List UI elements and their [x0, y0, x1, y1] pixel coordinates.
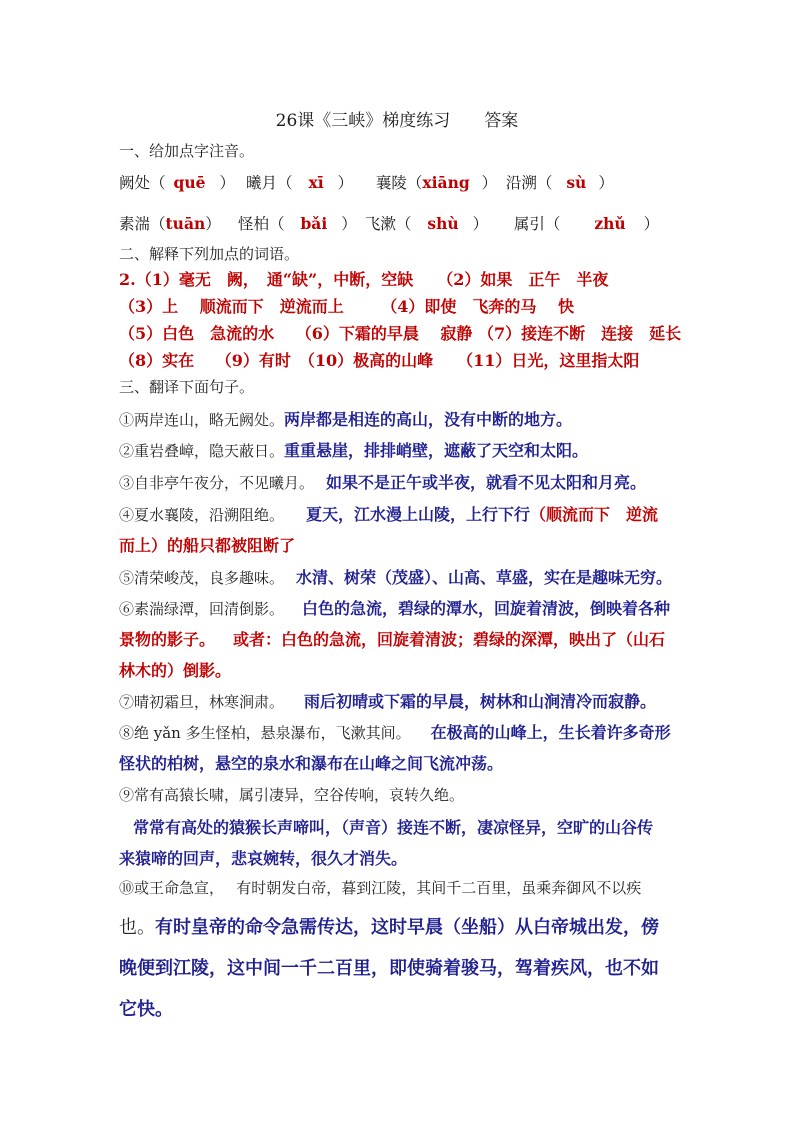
answer-continued: 林木的）倒影。: [119, 661, 232, 680]
answer-continued: 怪状的柏树，悬空的泉水和瀑布在山峰之间飞流冲荡。: [119, 754, 504, 773]
pinyin-row-2: [119, 212, 659, 234]
translate-item-8: [119, 720, 671, 743]
translate-item-7: [119, 689, 656, 712]
question-continued: 也。: [119, 917, 155, 938]
pinyin-item: 怪柏（ bǎi ）: [237, 214, 357, 233]
explain-line: （3）上 顺流而下 逆流而上 （4）即使 飞奔的马 快: [119, 297, 574, 316]
answer: 白色的急流，碧绿的潭水，回旋着清波，倒映着各种: [302, 599, 671, 618]
answer-note: （顺流而下 逆流: [530, 505, 659, 524]
answer: 景物的影子。: [119, 630, 216, 649]
translate-item-4: [119, 502, 658, 525]
pinyin-item: 阙处（ quē ）: [119, 173, 235, 192]
title-text: 26课《三峡》梯度练习: [275, 111, 451, 131]
translate-item-10-answer: [119, 913, 659, 939]
answer-continued: 来猿啼的回声，悲哀婉转，很久才消失。: [119, 849, 408, 868]
answer: 如果不是正午或半夜，就看不见太阳和月亮。: [326, 473, 647, 492]
section-3-heading: 三、翻译下面句子。: [119, 378, 255, 396]
pinyin-item: 襄陵（xiāng ）: [375, 173, 498, 192]
pinyin-item: 沿溯（ sù ）: [505, 173, 614, 192]
title-answer: 答案: [484, 111, 519, 131]
question: ③自非亭午夜分，不见曦月。: [119, 474, 315, 492]
answer: 两岸都是相连的高山，没有中断的地方。: [284, 410, 573, 429]
translate-item-2: [119, 438, 588, 461]
translate-item-6: [119, 596, 670, 619]
translate-item-10-question: ⑩或王命急宣， 有时朝发白帝，暮到江陵，其间千二百里，虽乘奔御风不以疾: [119, 879, 642, 897]
pinyin-item: 飞漱（ shù ）: [364, 214, 489, 233]
answer: 水清、树荣（茂盛）、山高、草盛，实在是趣味无穷。: [296, 568, 673, 587]
answer-continued: 晚便到江陵，这中间一千二百里，即使骑着骏马，驾着疾风，也不如: [119, 958, 659, 979]
section-2-heading: 二、解释下列加点的词语。: [119, 245, 300, 263]
translate-item-1: [119, 407, 572, 430]
question: ⑤清荣峻茂，良多趣味。: [119, 569, 285, 587]
answer-continued: 而上）的船只都被阻断了: [119, 536, 296, 555]
question: ⑦晴初霜旦，林寒涧肃。: [119, 693, 285, 711]
question: ④夏水襄陵，沿溯阻绝。: [119, 506, 285, 524]
pinyin-item: 素湍（tuān）: [119, 214, 221, 233]
answer-continued: [119, 627, 665, 650]
translate-item-3: [119, 470, 646, 493]
translate-item-9-question: ⑨常有高猿长啸，属引凄异，空谷传响，哀转久绝。: [119, 786, 465, 804]
pinyin-item: 曦月（ xī ）: [245, 173, 354, 192]
answer: 有时皇帝的命令急需传达，这时早晨（坐船）从白帝城出发，傍: [155, 917, 659, 938]
section-1-heading: 一、给加点字注音。: [119, 142, 255, 160]
answer: 在极高的山峰上，生长着许多奇形: [430, 723, 671, 742]
question: ⑧绝 yǎn 多生怪柏，悬泉瀑布，飞漱其间。: [119, 724, 411, 742]
answer: 雨后初晴或下霜的早晨，树林和山涧清冷而寂静。: [304, 692, 657, 711]
question: ①两岸连山，略无阙处。: [119, 411, 285, 429]
answer: 夏天，江水漫上山陵，上行下行: [306, 505, 531, 524]
translate-item-5: [119, 565, 672, 588]
explain-line: （8）实在 （9）有时 （10）极高的山峰 （11）日光，这里指太阳: [119, 351, 640, 370]
answer: 重重悬崖，排排峭壁，遮蔽了天空和太阳。: [284, 441, 589, 460]
answer-alternative: 或者：白色的急流，回旋着清波；碧绿的深潭，映出了（山石: [233, 630, 666, 649]
explain-line: （5）白色 急流的水 （6）下霜的早晨 寂静 （7）接连不断 连接 延长: [119, 324, 682, 343]
question: ②重岩叠嶂，隐天蔽日。: [119, 442, 285, 460]
answer: 常常有高处的猿猴长声啼叫，（声音）接连不断，凄凉怪异，空旷的山谷传: [133, 818, 654, 837]
explain-line: 2.（1）毫无 阙， 通“缺”，中断，空缺 （2）如果 正午 半夜: [119, 270, 609, 289]
page-title: [0, 106, 794, 131]
pinyin-row-1: [119, 171, 614, 193]
pinyin-item: 属引（ zhǔ ）: [513, 214, 660, 233]
question: ⑥素湍绿潭，回清倒影。: [119, 600, 285, 618]
answer-continued: 它快。: [119, 999, 173, 1020]
